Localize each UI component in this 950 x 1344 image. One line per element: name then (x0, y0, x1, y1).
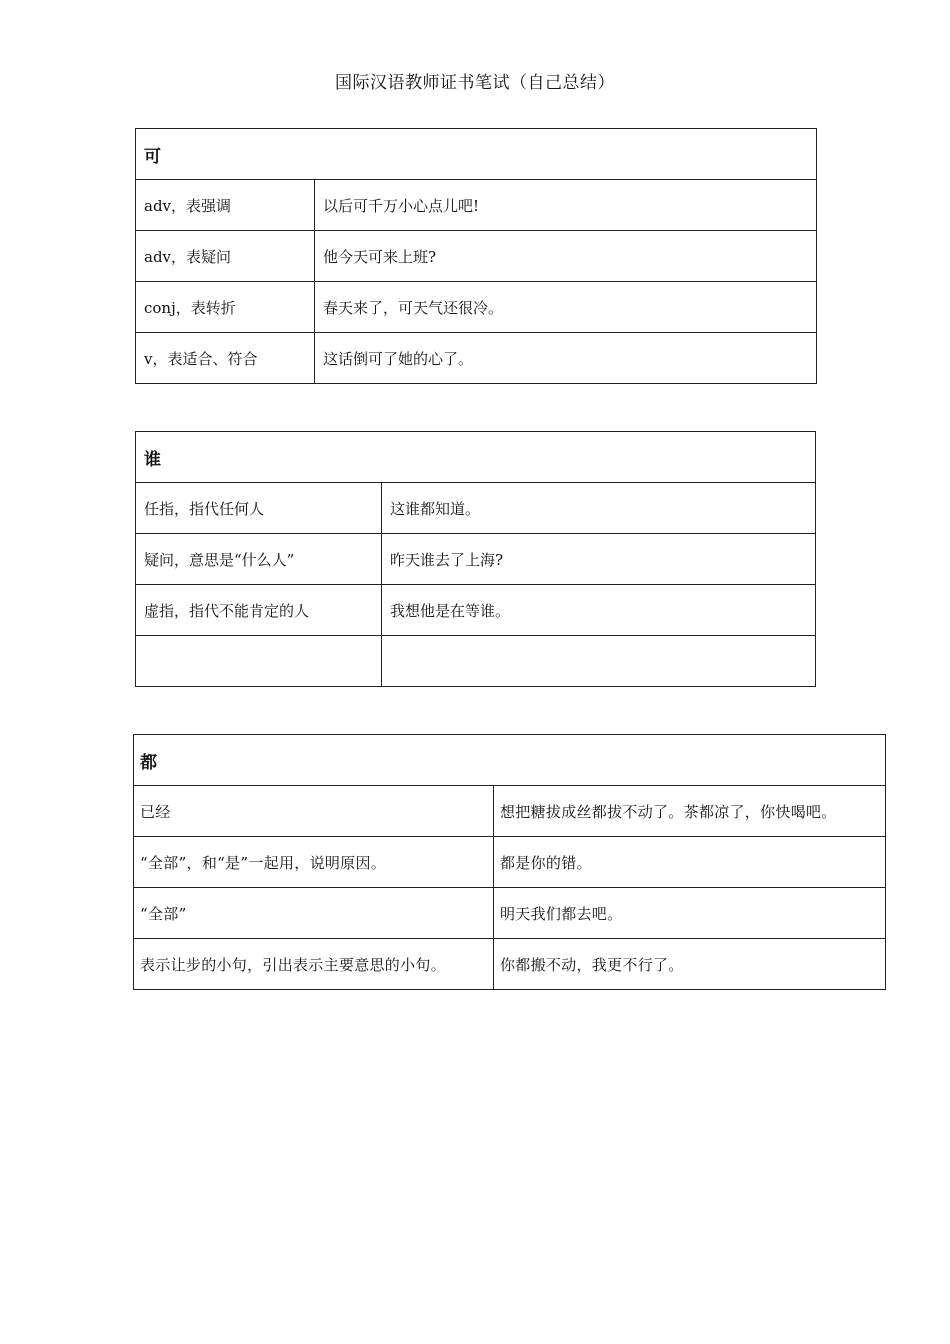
table-row (136, 180, 817, 231)
example-cell: 以后可千万小心点儿吧! (315, 180, 817, 231)
example-cell: 你都搬不动，我更不行了。 (494, 939, 886, 990)
example-cell: 春天来了，可天气还很冷。 (315, 282, 817, 333)
table-heading: 谁 (136, 432, 816, 483)
usage-cell: adv，表疑问 (136, 231, 315, 282)
example-cell: 他今天可来上班? (315, 231, 817, 282)
table-row (134, 837, 886, 888)
usage-cell: 表示让步的小句，引出表示主要意思的小句。 (134, 939, 494, 990)
example-cell: 都是你的错。 (494, 837, 886, 888)
table-heading: 可 (136, 129, 817, 180)
table-heading-row (136, 432, 816, 483)
table-row (136, 585, 816, 636)
usage-cell: 虚指，指代不能肯定的人 (136, 585, 382, 636)
table-row (136, 231, 817, 282)
example-cell: 昨天谁去了上海? (382, 534, 816, 585)
example-cell: 明天我们都去吧。 (494, 888, 886, 939)
usage-cell: “全部” (134, 888, 494, 939)
usage-cell: conj，表转折 (136, 282, 315, 333)
usage-cell: adv，表强调 (136, 180, 315, 231)
example-cell: 想把糖拔成丝都拔不动了。茶都凉了，你快喝吧。 (494, 786, 886, 837)
page-title: 国际汉语教师证书笔试（自己总结） (335, 73, 615, 93)
example-cell: 我想他是在等谁。 (382, 585, 816, 636)
table-row (134, 888, 886, 939)
table-heading-row (134, 735, 886, 786)
table-row (134, 786, 886, 837)
usage-cell: 任指，指代任何人 (136, 483, 382, 534)
example-cell: 这话倒可了她的心了。 (315, 333, 817, 384)
table-row (136, 333, 817, 384)
example-cell: 这谁都知道。 (382, 483, 816, 534)
table-ke (135, 128, 817, 384)
usage-cell: 已经 (134, 786, 494, 837)
table-dou (133, 734, 886, 990)
table-shui (135, 431, 816, 687)
usage-cell: 疑问，意思是“什么人” (136, 534, 382, 585)
table-row (134, 939, 886, 990)
usage-cell: “全部”，和“是”一起用，说明原因。 (134, 837, 494, 888)
usage-cell: v，表适合、符合 (136, 333, 315, 384)
table-row (136, 483, 816, 534)
table-heading: 都 (134, 735, 886, 786)
table-row (136, 636, 816, 687)
usage-cell (136, 636, 382, 687)
table-row (136, 282, 817, 333)
example-cell (382, 636, 816, 687)
table-heading-row (136, 129, 817, 180)
table-row (136, 534, 816, 585)
